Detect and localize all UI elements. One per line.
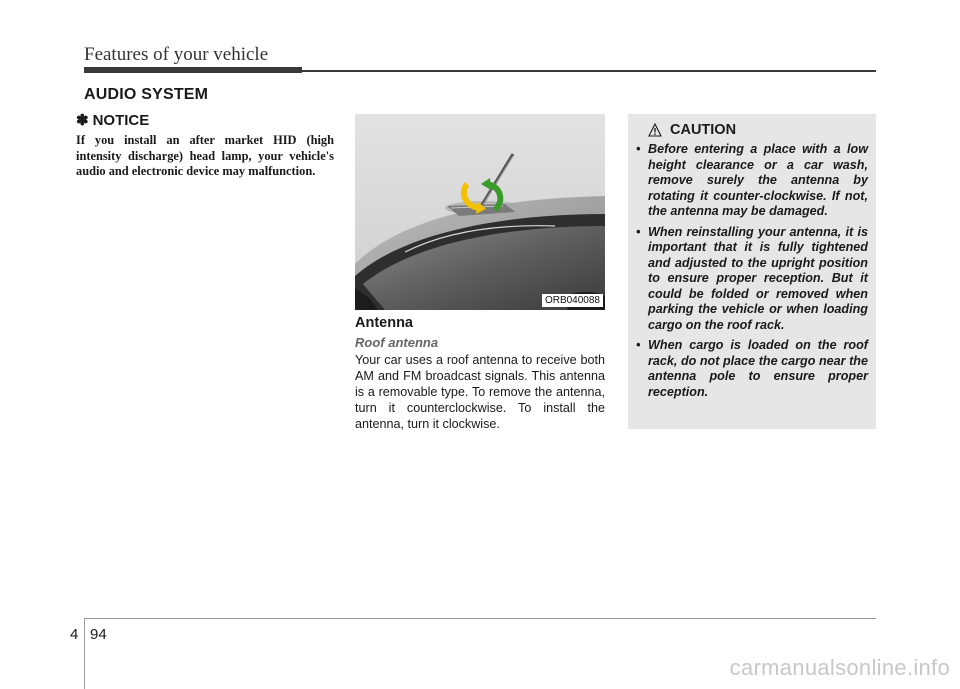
caution-item-text: Before entering a place with a low height clearance or a car wash, remove surely the antenna by rotating it counter-clockwise. If not, the antenna may be damaged. — [648, 142, 868, 218]
footer-divider — [84, 618, 85, 689]
notice-block — [76, 111, 334, 180]
bullet-icon: • — [636, 338, 641, 352]
notice-symbol-icon: ✽ — [76, 112, 89, 129]
caution-title: CAUTION — [670, 122, 737, 138]
roof-antenna-figure — [355, 114, 605, 310]
caution-item-text: When reinstalling your antenna, it is important that it is fully tightened and adjusted to the upright position to ensure proper reception. But it could be folded or removed when parking the vehicle or when loading cargo on the roof rack. — [648, 224, 868, 332]
caution-item — [636, 142, 868, 220]
caution-list — [636, 142, 868, 400]
caution-item-text: When cargo is loaded on the roof rack, do not place the cargo near the antenna pole to ensure proper reception. — [648, 338, 868, 399]
section-title: AUDIO SYSTEM — [84, 86, 209, 103]
antenna-heading: Antenna — [355, 315, 413, 331]
caution-heading — [648, 122, 868, 138]
notice-heading — [76, 111, 334, 129]
header-rule-thick — [84, 67, 302, 73]
car-roof-illustration — [355, 114, 605, 310]
header-rule-thin — [302, 70, 876, 72]
bullet-icon: • — [636, 142, 641, 156]
caution-item — [636, 338, 868, 400]
antenna-body: Your car uses a roof antenna to receive both AM and FM broadcast signals. This antenna is a removable type. To remove the antenna, turn it counterclockwise. To install the antenna, turn it clockwise. — [355, 353, 605, 431]
header-title: Features of your vehicle — [84, 44, 269, 65]
bullet-icon: • — [636, 224, 641, 239]
caution-item — [636, 225, 868, 334]
notice-title: NOTICE — [92, 111, 150, 129]
watermark: carmanualsonline.info — [729, 655, 950, 680]
figure-label: ORB040088 — [542, 294, 603, 307]
chapter-number: 4 — [70, 626, 79, 643]
roof-antenna-subheading: Roof antenna — [355, 335, 439, 350]
warning-triangle-icon — [648, 123, 662, 137]
page-number: 94 — [90, 626, 107, 643]
caution-box — [628, 114, 876, 429]
footer-rule — [84, 618, 876, 619]
notice-body: If you install an after market HID (high intensity discharge) head lamp, your vehicle's audio and electronic device may malfunction. — [76, 133, 334, 178]
